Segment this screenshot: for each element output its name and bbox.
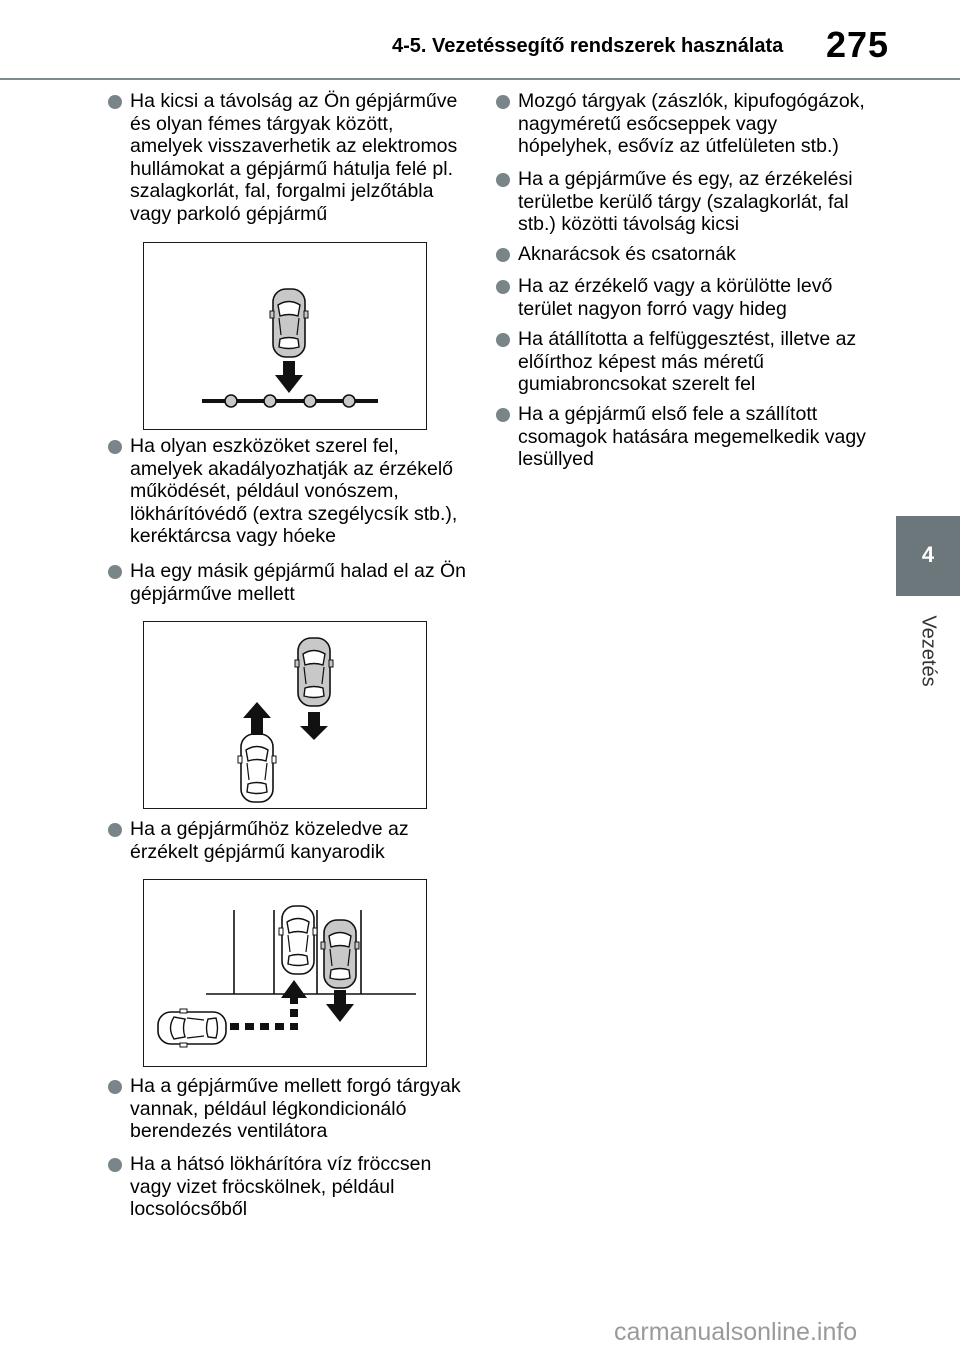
page-number: 275 bbox=[826, 24, 890, 65]
turning-vehicle-illustration bbox=[144, 880, 428, 1068]
section-title: 4-5. Vezetéssegítő rendszerek használata bbox=[392, 35, 784, 57]
bullet-icon bbox=[496, 333, 510, 347]
bullet-icon bbox=[108, 1080, 122, 1094]
list-item: Ha egy másik gépjármű halad el az Ön gépjárműve mellett bbox=[108, 560, 468, 605]
bullet-icon bbox=[108, 565, 122, 579]
guardrail-illustration bbox=[144, 243, 428, 431]
chapter-label bbox=[908, 606, 948, 696]
bullet-icon bbox=[496, 95, 510, 109]
bullet-icon bbox=[108, 1158, 122, 1172]
list-item: Ha a gépjárműve és egy, az érzékelési területbe kerülő tárgy (szalagkorlát, fal stb.) közötti távolság kicsi bbox=[496, 168, 866, 236]
parked-car-icon bbox=[279, 906, 317, 974]
arrow-up-icon bbox=[243, 702, 271, 718]
bullet-icon bbox=[108, 440, 122, 454]
watermark: carmanualsonline.info bbox=[614, 1318, 858, 1346]
header-rule bbox=[0, 78, 960, 80]
list-item: Ha átállította a felfüggesztést, illetve az előírthoz képest más méretű gumiabroncsokat szerelt fel bbox=[496, 328, 866, 396]
list-item: Ha a gépjárműve mellett forgó tárgyak vannak, például légkondicionáló berendezés ventilátora bbox=[108, 1075, 468, 1143]
chapter-label-text: Vezetés bbox=[917, 615, 940, 687]
bullet-icon bbox=[496, 408, 510, 422]
other-car-icon bbox=[238, 734, 276, 802]
list-item: Ha a hátsó lökhárítóra víz fröccsen vagy vizet fröcskölnek, például locsolócsőből bbox=[108, 1153, 468, 1221]
arrow-down-icon bbox=[308, 712, 320, 728]
figure-turning-vehicle bbox=[143, 879, 427, 1067]
list-item: Ha a gépjármű első fele a szállított csomagok hatására megemelkedik vagy lesüllyed bbox=[496, 403, 866, 471]
list-item: Ha a gépjárműhöz közeledve az érzékelt gépjármű kanyarodik bbox=[108, 818, 468, 863]
bullet-icon bbox=[108, 95, 122, 109]
bullet-icon bbox=[108, 823, 122, 837]
list-item: Ha az érzékelő vagy a körülötte levő terület nagyon forró vagy hideg bbox=[496, 275, 866, 320]
bullet-icon bbox=[496, 173, 510, 187]
figure-passing-vehicle bbox=[143, 621, 427, 809]
own-car-icon bbox=[270, 289, 308, 357]
list-item: Mozgó tárgyak (zászlók, kipufogógázok, nagyméretű esőcseppek vagy hópelyhek, esővíz az útfelületen stb.) bbox=[496, 90, 866, 158]
chapter-number: 4 bbox=[921, 542, 935, 567]
own-car-icon bbox=[295, 638, 333, 706]
bullet-icon bbox=[496, 248, 510, 262]
passing-vehicle-illustration bbox=[144, 622, 428, 810]
arrow-down-icon bbox=[283, 361, 295, 377]
arrow-down-icon bbox=[334, 990, 346, 1006]
own-car-icon bbox=[321, 920, 359, 988]
bullet-icon bbox=[496, 280, 510, 294]
chapter-tab[interactable] bbox=[896, 516, 960, 596]
list-item: Ha olyan eszközöket szerel fel, amelyek akadályozhatják az érzékelő működését, például vonószem, lökhárítóvédő (extra szegélycsík stb.), keréktárcsa vagy hóeke bbox=[108, 435, 468, 548]
dashed-path-icon bbox=[230, 1023, 239, 1030]
list-item: Aknarácsok és csatornák bbox=[496, 243, 866, 266]
figure-guardrail bbox=[143, 242, 427, 430]
turning-car-icon bbox=[158, 1009, 226, 1047]
list-item: Ha kicsi a távolság az Ön gépjárműve és olyan fémes tárgyak között, amelyek visszaverhetik az elektromos hullámokat a gépjármű hátulja felé pl. szalagkorlát, fal, forgalmi jelzőtábla vagy parkoló gépjármű bbox=[108, 90, 468, 225]
